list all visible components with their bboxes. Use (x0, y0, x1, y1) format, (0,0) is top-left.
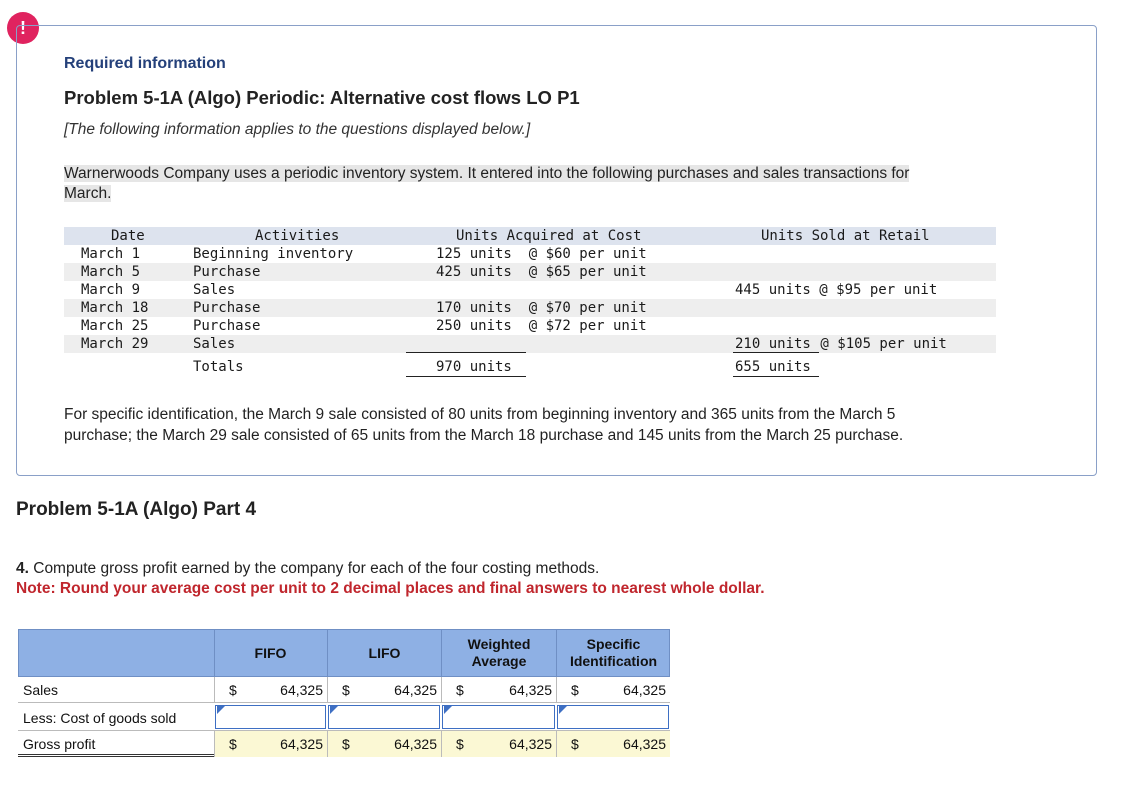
acquired-underline (406, 352, 526, 353)
currency-symbol: $ (342, 682, 350, 698)
cogs-fifo-input[interactable] (215, 705, 326, 729)
row-activity: Purchase (193, 300, 261, 316)
col-header-weighted-average (441, 629, 556, 677)
question-text (16, 560, 599, 578)
row-date: March 29 (81, 336, 149, 352)
gross-profit-weighted-average-value: 64,325 (509, 736, 552, 752)
row-acquired: 170 units @ $70 per unit (436, 300, 647, 316)
gross-profit-specific-id-cell (556, 731, 670, 757)
spec-line-1: For specific identification, the March 9 sale consisted of 80 units from beginning inventory and 365 units from the March 5 (64, 406, 896, 423)
col-header-lifo (327, 629, 441, 677)
row-acquired: 125 units @ $60 per unit (436, 246, 647, 262)
cell-marker-icon (330, 706, 338, 714)
header-activities: Activities (255, 228, 340, 244)
gross-profit-fifo-value: 64,325 (280, 736, 323, 752)
header-date: Date (111, 228, 145, 244)
intro-paragraph (64, 164, 1046, 204)
totals-sold: 655 units (735, 359, 811, 375)
table-row-sales (18, 677, 670, 703)
row-acquired: 250 units @ $72 per unit (436, 318, 647, 334)
applies-note: [The following information applies to the questions displayed below.] (64, 121, 531, 138)
sales-weighted-average-cell (441, 677, 556, 703)
sales-fifo-value: 64,325 (280, 682, 323, 698)
row-label-sales: Sales (23, 682, 59, 698)
currency-symbol: $ (229, 736, 237, 752)
sales-fifo-cell (214, 677, 327, 703)
currency-symbol: $ (571, 736, 579, 752)
col-header-line1: Weighted (467, 636, 531, 652)
col-header-line1: FIFO (254, 644, 287, 661)
problem-title: Problem 5-1A (Algo) Periodic: Alternative cost flows LO P1 (64, 87, 580, 108)
currency-symbol: $ (342, 736, 350, 752)
col-header-line2: Average (471, 653, 527, 669)
row-date: March 25 (81, 318, 149, 334)
sales-specific-id-cell (556, 677, 670, 703)
alert-icon: ! (7, 12, 39, 44)
row-activity: Sales (193, 282, 236, 298)
col-header-line1: LIFO (368, 644, 401, 661)
spec-line-2: purchase; the March 29 sale consisted of 65 units from the March 18 purchase and 145 units from the March 25 purchase. (64, 427, 904, 444)
row-date: March 9 (81, 282, 141, 298)
col-header-line2: Identification (569, 653, 658, 669)
gross-profit-specific-id-value: 64,325 (623, 736, 666, 752)
intro-line-1: Warnerwoods Company uses a periodic inventory system. It entered into the following purchases and sales transactions for (64, 165, 910, 182)
part-title: Problem 5-1A (Algo) Part 4 (16, 499, 257, 520)
row-activity: Beginning inventory (193, 246, 354, 262)
sales-weighted-average-value: 64,325 (509, 682, 552, 698)
question-number: 4. (16, 560, 29, 577)
col-header-specific-identification (556, 629, 670, 677)
currency-symbol: $ (456, 736, 464, 752)
specific-identification-text (64, 404, 1064, 446)
required-info-label: Required information (64, 55, 226, 72)
sales-lifo-value: 64,325 (394, 682, 437, 698)
header-units-sold: Units Sold at Retail (761, 228, 930, 244)
cogs-specific-id-input[interactable] (557, 705, 669, 729)
row-date: March 18 (81, 300, 149, 316)
gross-profit-fifo-cell (214, 731, 327, 757)
currency-symbol: $ (229, 682, 237, 698)
header-units-acquired: Units Acquired at Cost (456, 228, 642, 244)
sales-specific-id-value: 64,325 (623, 682, 666, 698)
row-activity: Purchase (193, 264, 261, 280)
table-row-cogs (18, 703, 670, 731)
intro-line-2: March. (64, 185, 112, 202)
row-label-cogs: Less: Cost of goods sold (23, 710, 177, 726)
row-label-gross-profit: Gross profit (23, 736, 96, 752)
col-header-fifo (214, 629, 326, 677)
cogs-lifo-input[interactable] (328, 705, 440, 729)
totals-label: Totals (193, 359, 244, 375)
question-note: Note: Round your average cost per unit to 2 decimal places and final answers to nearest whole dollar. (16, 580, 765, 597)
gross-profit-weighted-average-cell (441, 731, 556, 757)
row-date: March 1 (81, 246, 141, 262)
row-sold: 445 units @ $95 per unit (735, 282, 938, 298)
sold-underline (733, 352, 819, 353)
cell-marker-icon (444, 706, 452, 714)
row-acquired: 425 units @ $65 per unit (436, 264, 647, 280)
cell-marker-icon (217, 706, 225, 714)
sales-lifo-cell (327, 677, 441, 703)
gross-profit-lifo-cell (327, 731, 441, 757)
row-sold-units: 210 units (735, 336, 811, 352)
acquired-total-underline (406, 376, 526, 377)
currency-symbol: $ (456, 682, 464, 698)
gross-profit-lifo-value: 64,325 (394, 736, 437, 752)
col-header-line1: Specific (586, 636, 641, 652)
question-body: Compute gross profit earned by the company for each of the four costing methods. (28, 560, 600, 577)
row-sold-rate: @ $105 per unit (812, 336, 947, 352)
cogs-weighted-average-input[interactable] (442, 705, 555, 729)
row-activity: Sales (193, 336, 236, 352)
answer-table (18, 629, 670, 756)
row-date: March 5 (81, 264, 141, 280)
cell-marker-icon (559, 706, 567, 714)
currency-symbol: $ (571, 682, 579, 698)
totals-acquired: 970 units (436, 359, 512, 375)
row-activity: Purchase (193, 318, 261, 334)
table-row-gross-profit (18, 731, 670, 757)
sold-total-underline (733, 376, 819, 377)
